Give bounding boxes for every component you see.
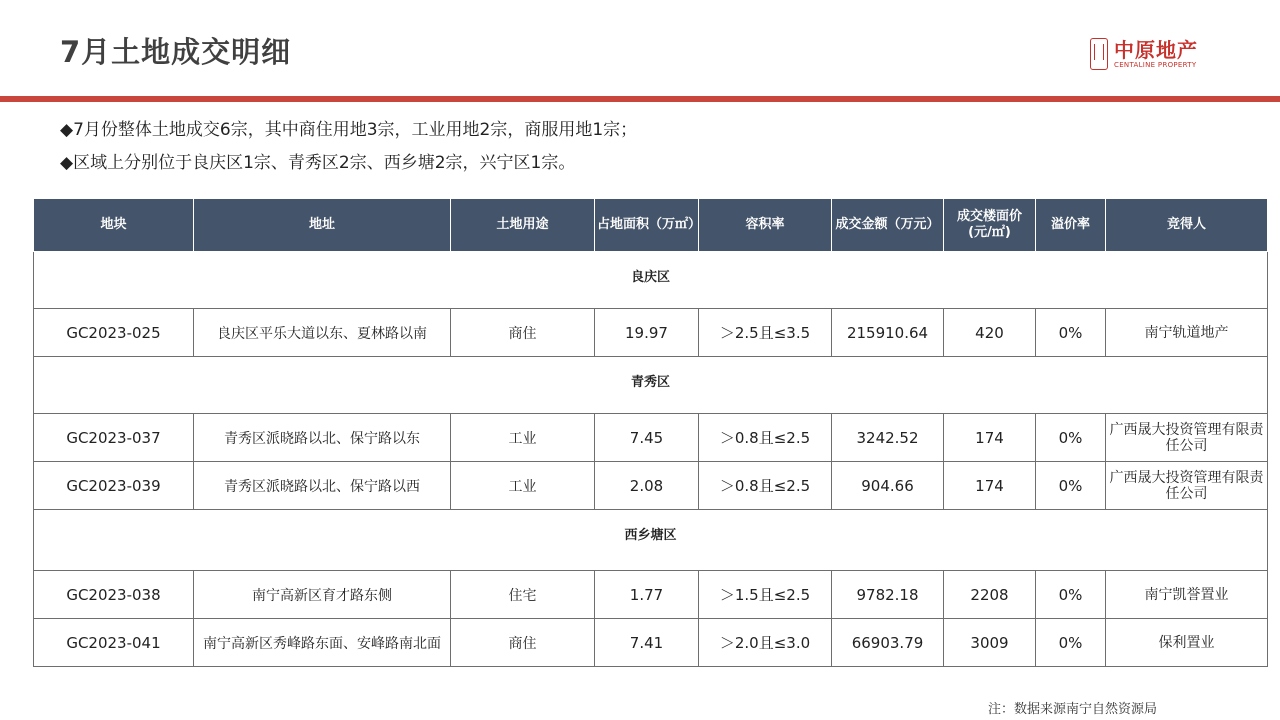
region-label: 西乡塘区 <box>34 510 1268 571</box>
cell-address: 南宁高新区育才路东侧 <box>194 571 451 619</box>
cell-far: ＞1.5且≤2.5 <box>699 571 832 619</box>
cell-amount: 9782.18 <box>832 571 944 619</box>
cell-area: 2.08 <box>595 462 699 510</box>
cell-winner: 南宁凯誉置业 <box>1106 571 1268 619</box>
cell-winner: 保利置业 <box>1106 619 1268 667</box>
logo-cn-text: 中原地产 <box>1114 37 1198 62</box>
header-use: 土地用途 <box>451 199 595 252</box>
cell-floor-price: 3009 <box>944 619 1036 667</box>
cell-premium: 0% <box>1036 309 1106 357</box>
cell-winner: 广西晟大投资管理有限责任公司 <box>1106 414 1268 462</box>
cell-far: ＞2.5且≤3.5 <box>699 309 832 357</box>
cell-amount: 904.66 <box>832 462 944 510</box>
cell-address: 青秀区派晓路以北、保宁路以东 <box>194 414 451 462</box>
cell-plot: GC2023-025 <box>34 309 194 357</box>
cell-floor-price: 174 <box>944 462 1036 510</box>
cell-address: 青秀区派晓路以北、保宁路以西 <box>194 462 451 510</box>
cell-winner: 南宁轨道地产 <box>1106 309 1268 357</box>
centaline-logo <box>1090 38 1198 70</box>
cell-plot: GC2023-041 <box>34 619 194 667</box>
region-row <box>34 510 1268 571</box>
header-address: 地址 <box>194 199 451 252</box>
source-footnote: 注：数据来源南宁自然资源局 <box>988 702 1158 717</box>
cell-plot: GC2023-037 <box>34 414 194 462</box>
cell-address: 南宁高新区秀峰路东面、安峰路南北面 <box>194 619 451 667</box>
cell-address: 良庆区平乐大道以东、夏林路以南 <box>194 309 451 357</box>
land-transaction-table <box>33 198 1268 667</box>
cell-winner: 广西晟大投资管理有限责任公司 <box>1106 462 1268 510</box>
title-divider <box>0 96 1280 102</box>
cell-floor-price: 174 <box>944 414 1036 462</box>
table-header-row <box>34 199 1268 252</box>
cell-premium: 0% <box>1036 462 1106 510</box>
cell-floor-price: 2208 <box>944 571 1036 619</box>
header-premium: 溢价率 <box>1036 199 1106 252</box>
header-winner: 竞得人 <box>1106 199 1268 252</box>
cell-use: 商住 <box>451 309 595 357</box>
cell-plot: GC2023-039 <box>34 462 194 510</box>
table-row <box>34 462 1268 510</box>
region-label: 青秀区 <box>34 357 1268 414</box>
logo-en-text: CENTALINE PROPERTY <box>1114 60 1197 69</box>
cell-area: 1.77 <box>595 571 699 619</box>
summary-list <box>60 114 637 180</box>
header-amount: 成交金额（万元） <box>832 199 944 252</box>
cell-area: 19.97 <box>595 309 699 357</box>
region-label: 良庆区 <box>34 252 1268 309</box>
summary-item: ◆区域上分别位于良庆区1宗、青秀区2宗、西乡塘2宗，兴宁区1宗。 <box>60 153 576 173</box>
cell-far: ＞0.8且≤2.5 <box>699 462 832 510</box>
cell-far: ＞2.0且≤3.0 <box>699 619 832 667</box>
table-row <box>34 571 1268 619</box>
table-row <box>34 309 1268 357</box>
cell-use: 工业 <box>451 462 595 510</box>
table-row <box>34 414 1268 462</box>
cell-use: 工业 <box>451 414 595 462</box>
cell-amount: 66903.79 <box>832 619 944 667</box>
cell-amount: 215910.64 <box>832 309 944 357</box>
cell-amount: 3242.52 <box>832 414 944 462</box>
cell-premium: 0% <box>1036 571 1106 619</box>
cell-plot: GC2023-038 <box>34 571 194 619</box>
summary-item: ◆7月份整体土地成交6宗，其中商住用地3宗，工业用地2宗，商服用地1宗； <box>60 120 638 140</box>
cell-use: 商住 <box>451 619 595 667</box>
cell-use: 住宅 <box>451 571 595 619</box>
cell-floor-price: 420 <box>944 309 1036 357</box>
cell-far: ＞0.8且≤2.5 <box>699 414 832 462</box>
cell-premium: 0% <box>1036 619 1106 667</box>
cell-premium: 0% <box>1036 414 1106 462</box>
region-row <box>34 252 1268 309</box>
cell-area: 7.41 <box>595 619 699 667</box>
cell-area: 7.45 <box>595 414 699 462</box>
table-row <box>34 619 1268 667</box>
page-title: 7月土地成交明细 <box>60 35 292 69</box>
logo-seal-icon <box>1090 38 1108 70</box>
header-floor-price: 成交楼面价(元/㎡) <box>944 199 1036 252</box>
region-row <box>34 357 1268 414</box>
header-area: 占地面积（万㎡） <box>595 199 699 252</box>
header-plot: 地块 <box>34 199 194 252</box>
header-far: 容积率 <box>699 199 832 252</box>
